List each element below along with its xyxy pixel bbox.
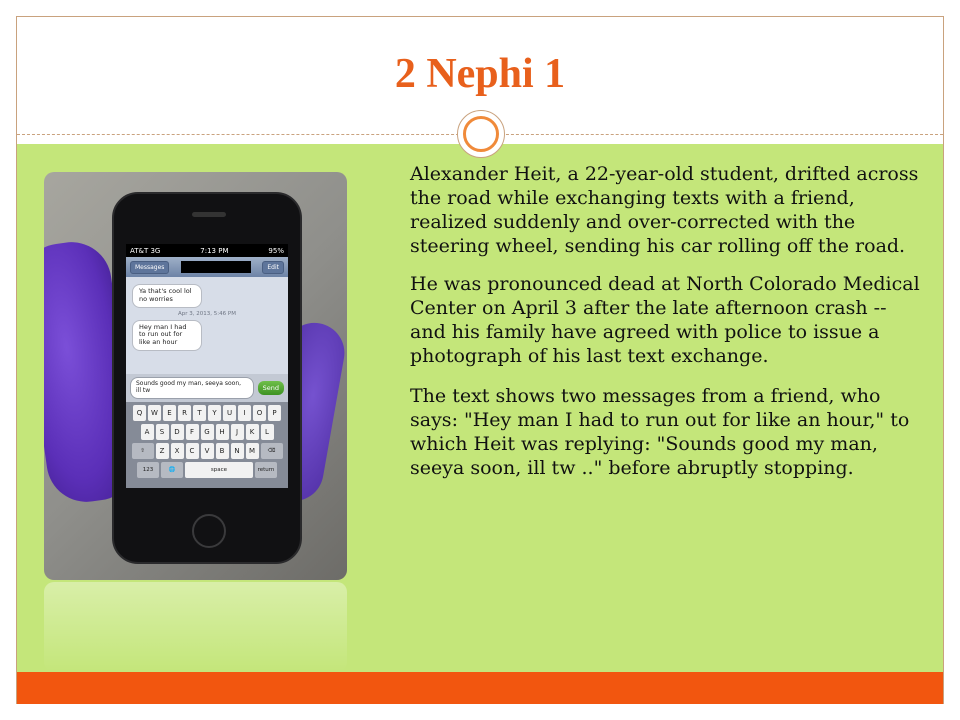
home-button-icon [192, 514, 226, 548]
key: N [231, 443, 244, 459]
keyboard-row [128, 462, 286, 478]
message-timestamp: Apr 3, 2013, 5:46 PM [178, 310, 236, 317]
return-key: return [255, 462, 277, 478]
key: F [186, 424, 199, 440]
key: O [253, 405, 266, 421]
key: J [231, 424, 244, 440]
key: Z [156, 443, 169, 459]
messages-back-button: Messages [130, 261, 169, 274]
slide-body [410, 162, 920, 494]
photo-reflection [44, 582, 347, 672]
keyboard-row [128, 405, 286, 421]
phone-body [112, 192, 302, 564]
key: B [216, 443, 229, 459]
status-bar [126, 244, 288, 257]
key: E [163, 405, 176, 421]
key: P [268, 405, 281, 421]
body-paragraph: He was pronounced dead at North Colorado Medical Center on April 3 after the late afternoon crash -- and his family have agreed with police to issue a photograph of his last text exchange. [410, 273, 920, 367]
ring-icon [463, 116, 499, 152]
key: Q [133, 405, 146, 421]
phone-speaker [192, 212, 226, 217]
compose-field: Sounds good my man, seeya soon, ill tw [130, 377, 254, 399]
battery-label: 95% [268, 246, 284, 255]
shift-key-icon: ⇧ [132, 443, 154, 459]
space-key: space [185, 462, 253, 478]
key: T [193, 405, 206, 421]
delete-key-icon: ⌫ [261, 443, 283, 459]
circle-ornament-icon [457, 110, 505, 158]
globe-key-icon: 🌐 [161, 462, 183, 478]
phone-screen [126, 244, 288, 488]
key: X [171, 443, 184, 459]
footer-bar [17, 672, 943, 704]
key: G [201, 424, 214, 440]
keyboard-row [128, 443, 286, 459]
key: C [186, 443, 199, 459]
messages-nav-bar [126, 257, 288, 277]
edit-button: Edit [262, 261, 284, 274]
key: A [141, 424, 154, 440]
key: R [178, 405, 191, 421]
key: H [216, 424, 229, 440]
key: U [223, 405, 236, 421]
key: V [201, 443, 214, 459]
keyboard-row [128, 424, 286, 440]
send-button: Send [258, 381, 284, 395]
slide-title: 2 Nephi 1 [394, 51, 566, 97]
message-bubble: Ya that's cool lol no worries [132, 284, 202, 308]
numbers-key: 123 [137, 462, 159, 478]
body-paragraph: Alexander Heit, a 22-year-old student, drifted across the road while exchanging texts with a friend, realized suddenly and over-corrected with the steering wheel, sending his car rolling off the road. [410, 163, 919, 257]
compose-area [126, 374, 288, 402]
key: S [156, 424, 169, 440]
redacted-contact-name [181, 261, 251, 273]
key: L [261, 424, 274, 440]
clock-label: 7:13 PM [200, 246, 229, 255]
body-paragraph: The text shows two messages from a friend, who says: "Hey man I had to run out for like an hour," to which Heit was replying: "Sounds good my man, seeya soon, ill tw .." before abruptly stopping. [410, 385, 910, 479]
key: W [148, 405, 161, 421]
key: D [171, 424, 184, 440]
key: K [246, 424, 259, 440]
phone-photo [44, 172, 347, 580]
keyboard [126, 402, 288, 488]
message-bubble: Hey man I had to run out for like an hour [132, 320, 202, 351]
key: M [246, 443, 259, 459]
carrier-label: AT&T 3G [130, 246, 161, 255]
key: Y [208, 405, 221, 421]
conversation [126, 277, 288, 358]
key: I [238, 405, 251, 421]
